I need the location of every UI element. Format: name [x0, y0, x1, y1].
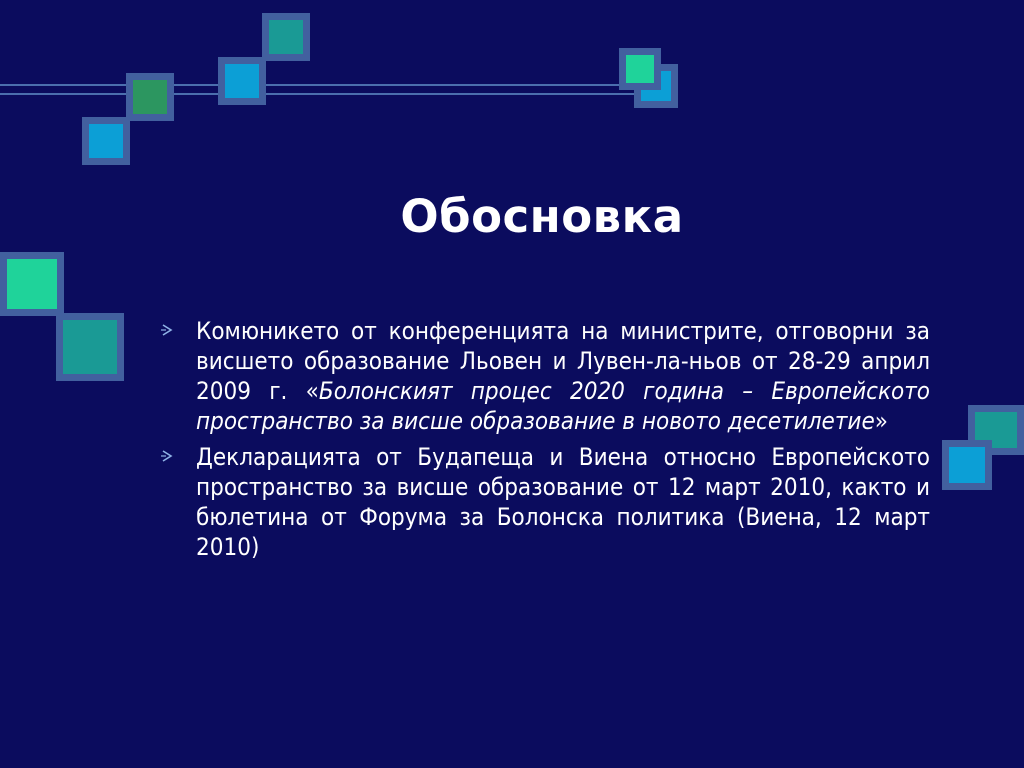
- decorative-square: [218, 57, 266, 105]
- bullet-text: [196, 316, 930, 436]
- decorative-square: [126, 73, 174, 121]
- bullet-list: [160, 316, 930, 568]
- decorative-square: [56, 313, 124, 381]
- bullet-text: [196, 442, 930, 562]
- decorative-square: [262, 13, 310, 61]
- bullet-text-plain: Декларацията от Будапеща и Виена относно Европейското пространство за висше образование от 12 март 2010, както и бюлетина от Форума за Болонска политика (Виена, 12 март 2010): [196, 443, 930, 561]
- bullet-item: [160, 442, 930, 562]
- decorative-square: [942, 440, 992, 490]
- decorative-square: [82, 117, 130, 165]
- arrow-bullet-icon: [160, 322, 176, 338]
- bullet-text-plain: Комюникето от конференцията на министрите, отговорни за висшето образование Льовен и Лувен-ла-ньов от 28-29 април 2009 г. «: [196, 317, 930, 405]
- slide-title: Обосновка: [400, 190, 684, 243]
- bullet-item: [160, 316, 930, 436]
- decorative-line-top: [0, 84, 640, 86]
- bullet-text-close: »: [874, 407, 888, 435]
- decorative-line-bottom: [0, 93, 640, 95]
- decorative-square: [0, 252, 64, 316]
- arrow-bullet-icon: [160, 448, 176, 464]
- decorative-square: [619, 48, 661, 90]
- bullet-text-italic: Болонският процес 2020 година – Европейското пространство за висше образование в новото десетилетие: [196, 377, 930, 435]
